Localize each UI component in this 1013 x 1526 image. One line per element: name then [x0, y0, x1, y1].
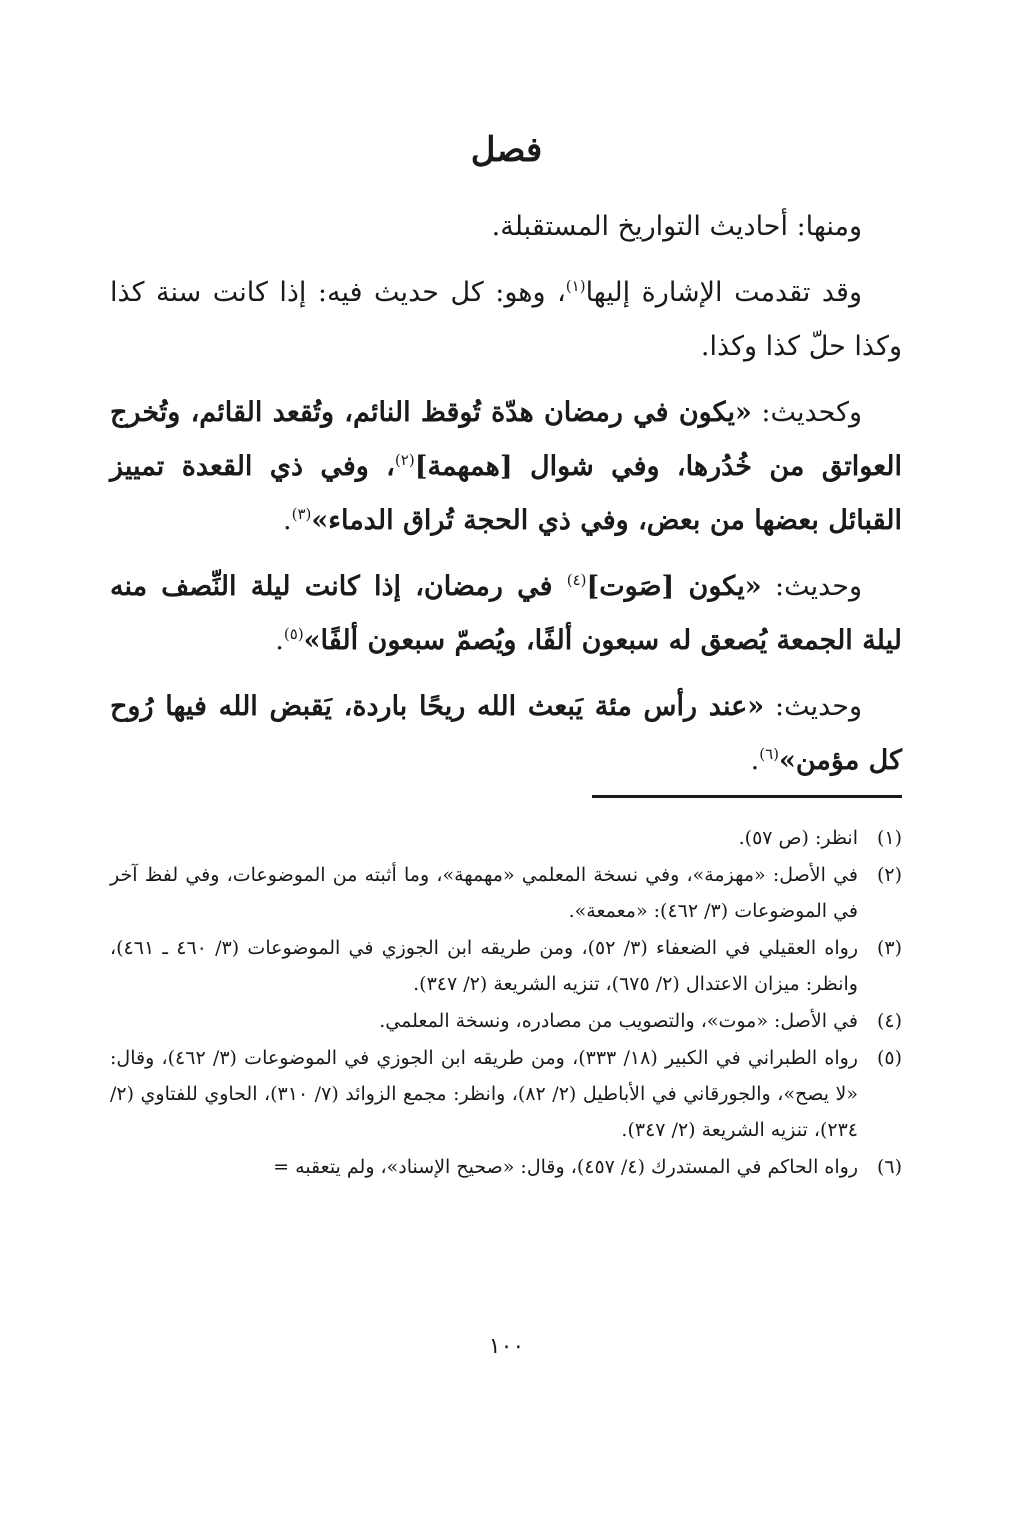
- footnote-ref-4[interactable]: (٤): [566, 571, 587, 589]
- footnote-ref-3[interactable]: (٣): [291, 505, 312, 523]
- footnote-number: (١): [876, 827, 902, 849]
- paragraph-3-hadith-a: «يكون في رمضان هدّة تُوقظ النائم، وتُقعد القائم، وتُخرج العواتق من خُدُرها، وفي شوال [همهمة]: [110, 397, 902, 482]
- paragraph-5-hadith: «عند رأس مئة يَبعث الله ريحًا باردة، يَقبض الله فيها رُوح كل مؤمن»: [110, 691, 902, 776]
- footnote-ref-2[interactable]: (٢): [394, 451, 415, 469]
- footnote-4: [110, 1003, 902, 1039]
- footnote-divider: [592, 795, 902, 798]
- footnote-text: رواه الطبراني في الكبير (١٨/ ٣٣٣)، ومن طريقه ابن الجوزي في الموضوعات (٣/ ٤٦٢)، وقال: «لا يصح»، والجورقاني في الأباطيل (٢/ ٨٢)، وانظر: مجمع الزوائد (٧/ ٣١٠)، الحاوي للفتاوي (٢/ ٢٣٤)، تنزيه الشريعة (٢/ ٣٤٧).: [110, 1047, 858, 1141]
- paragraph-1: ومنها: أحاديث التواريخ المستقبلة.: [491, 211, 862, 242]
- footnote-number: (٢): [876, 864, 902, 886]
- paragraph-5-end: .: [750, 745, 760, 776]
- footnote-number: (٥): [876, 1047, 902, 1069]
- footnote-5: [110, 1040, 902, 1148]
- footnote-text: انظر: (ص ٥٧).: [738, 827, 858, 849]
- footnote-text: في الأصل: «مهزمة»، وفي نسخة المعلمي «مهمهة»، وما أثبته من الموضوعات، وفي لفظ آخر في الموضوعات (٣/ ٤٦٢): «معمعة».: [110, 864, 858, 922]
- paragraph-3-intro: وكحديث:: [751, 397, 862, 428]
- paragraph-4: [110, 560, 902, 668]
- footnote-text: رواه الحاكم في المستدرك (٤/ ٤٥٧)، وقال: «صحيح الإسناد»، ولم يتعقبه =: [273, 1156, 858, 1178]
- paragraph-5-intro: وحديث:: [764, 691, 863, 722]
- paragraph-2: [110, 266, 902, 374]
- footnote-3: [110, 930, 902, 1002]
- paragraph-4-intro: وحديث:: [761, 571, 863, 602]
- paragraph-5: [110, 680, 902, 788]
- paragraph-3-end: .: [283, 505, 292, 536]
- paragraph-2-part-b: ، وهو: كل حديث فيه: إذا كانت سنة كذا وكذا حلّ كذا وكذا.: [110, 277, 902, 362]
- paragraph-4-hadith-a: «يكون [صَوت]: [586, 571, 762, 602]
- footnote-ref-6[interactable]: (٦): [759, 745, 779, 763]
- footnote-1: [110, 820, 902, 856]
- paragraph-3-hadith-b: ، وفي ذي القعدة تمييز القبائل بعضها من بعض، وفي ذي الحجة تُراق الدماء»: [110, 451, 902, 536]
- footnote-text: في الأصل: «موت»، والتصويب من مصادره، ونسخة المعلمي.: [379, 1010, 858, 1032]
- footnote-number: (٤): [876, 1010, 902, 1032]
- footnote-2: [110, 857, 902, 929]
- section-heading: فصل: [470, 130, 543, 170]
- footnote-text: رواه العقيلي في الضعفاء (٣/ ٥٢)، ومن طريقه ابن الجوزي في الموضوعات (٣/ ٤٦٠ ـ ٤٦١)، وانظر: ميزان الاعتدال (٢/ ٦٧٥)، تنزيه الشريعة (٢/ ٣٤٧).: [110, 937, 858, 995]
- footnote-number: (٣): [876, 937, 902, 959]
- page-number: ١٠٠: [488, 1334, 525, 1359]
- footnotes: [110, 820, 902, 1186]
- paragraph-3: [110, 386, 902, 548]
- main-text: [110, 200, 902, 800]
- footnote-ref-5[interactable]: (٥): [283, 625, 304, 643]
- footnote-ref-1[interactable]: (١): [565, 277, 586, 295]
- footnote-6: [110, 1149, 902, 1185]
- paragraph-2-part-a: وقد تقدمت الإشارة إليها: [585, 277, 863, 308]
- paragraph-4-end: .: [275, 625, 284, 656]
- footnote-number: (٦): [876, 1156, 902, 1178]
- paragraph-4-hadith-b: في رمضان، إذا كانت ليلة النِّصف منه ليلة الجمعة يُصعق له سبعون ألفًا، ويُصمّ سبعون ألفًا»: [110, 571, 902, 656]
